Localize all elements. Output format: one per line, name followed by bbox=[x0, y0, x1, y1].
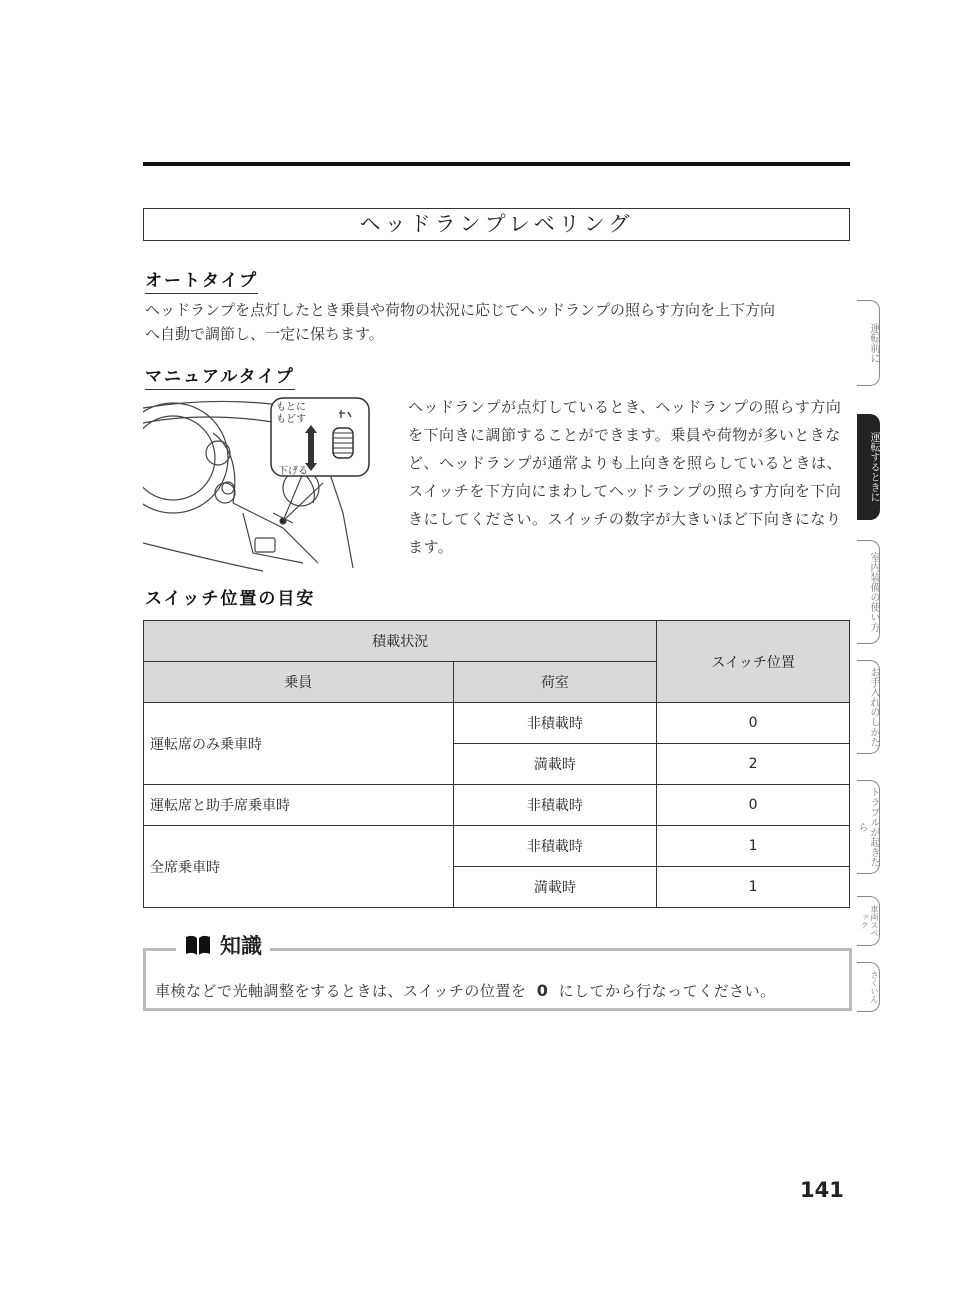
side-tab-care[interactable]: お手入れのしかた bbox=[857, 660, 880, 754]
occupant-cell: 運転席のみ乗車時 bbox=[144, 703, 454, 785]
page-number: 141 bbox=[800, 1178, 844, 1202]
switch-guide-heading: スイッチ位置の目安 bbox=[145, 589, 316, 609]
position-cell: 1 bbox=[657, 867, 850, 908]
auto-type-text-line1: ヘッドランプを点灯したとき乗員や荷物の状況に応じてヘッドランプの照らす方向を上下方向 bbox=[145, 301, 776, 319]
side-tab-specs[interactable]: 車両スペック bbox=[857, 896, 880, 946]
header-luggage: 荷室 bbox=[453, 662, 657, 703]
callout-lower: 下げる bbox=[278, 466, 308, 477]
header-load: 積載状況 bbox=[144, 621, 657, 662]
manual-type-text: ヘッドランプが点灯しているとき、ヘッドランプの照らす方向を下向きに調節することができます。乗員や荷物が多いときなど、ヘッドランプが通常よりも上向きを照らしているときは、スイッチを下方向にまわしてヘッドランプの照らす方向を下向きにしてください。スイッチの数字が大きいほど下向きになります。 bbox=[408, 398, 843, 556]
luggage-cell: 非積載時 bbox=[453, 703, 657, 744]
auto-type-text-line2: へ自動で調節し、一定に保ちます。 bbox=[145, 325, 384, 343]
top-rule bbox=[143, 162, 850, 166]
side-tab-index[interactable]: さくいん bbox=[857, 962, 880, 1012]
side-tab-before-driving[interactable]: 運転前に bbox=[857, 300, 880, 386]
switch-position-table bbox=[143, 620, 850, 908]
position-cell: 2 bbox=[657, 744, 850, 785]
position-cell: 0 bbox=[657, 703, 850, 744]
luggage-cell: 満載時 bbox=[453, 744, 657, 785]
position-cell: 1 bbox=[657, 826, 850, 867]
headlamp-switch-illustration bbox=[143, 393, 383, 573]
side-tab-interior[interactable]: 室内装備の使い方 bbox=[857, 540, 880, 644]
knowledge-title-wrap bbox=[176, 930, 270, 960]
side-tab-while-driving[interactable]: 運転するときに bbox=[857, 414, 880, 520]
table-row bbox=[144, 826, 850, 867]
knowledge-text-after: にしてから行なってください。 bbox=[558, 982, 776, 1000]
luggage-cell: 満載時 bbox=[453, 867, 657, 908]
manual-type-heading: マニュアルタイプ bbox=[145, 362, 295, 390]
page-title: ヘッドランプレベリング bbox=[143, 208, 850, 241]
occupant-cell: 運転席と助手席乗車時 bbox=[144, 785, 454, 826]
side-tab-trouble[interactable]: トラブルが起きたら bbox=[857, 780, 880, 874]
luggage-cell: 非積載時 bbox=[453, 785, 657, 826]
callout-restore: もとに もどす bbox=[276, 402, 306, 425]
auto-type-heading: オートタイプ bbox=[145, 266, 258, 294]
header-switch-position: スイッチ位置 bbox=[657, 621, 850, 703]
table-row bbox=[144, 785, 850, 826]
table-row bbox=[144, 703, 850, 744]
position-cell: 0 bbox=[657, 785, 850, 826]
knowledge-value: 0 bbox=[536, 981, 549, 1000]
luggage-cell: 非積載時 bbox=[453, 826, 657, 867]
knowledge-text-before: 車検などで光軸調整をするときは、スイッチの位置を bbox=[155, 982, 527, 1000]
header-occupant: 乗員 bbox=[144, 662, 454, 703]
knowledge-title: 知識 bbox=[220, 934, 262, 958]
knowledge-text bbox=[155, 980, 776, 1001]
occupant-cell: 全席乗車時 bbox=[144, 826, 454, 908]
book-icon bbox=[184, 934, 212, 956]
